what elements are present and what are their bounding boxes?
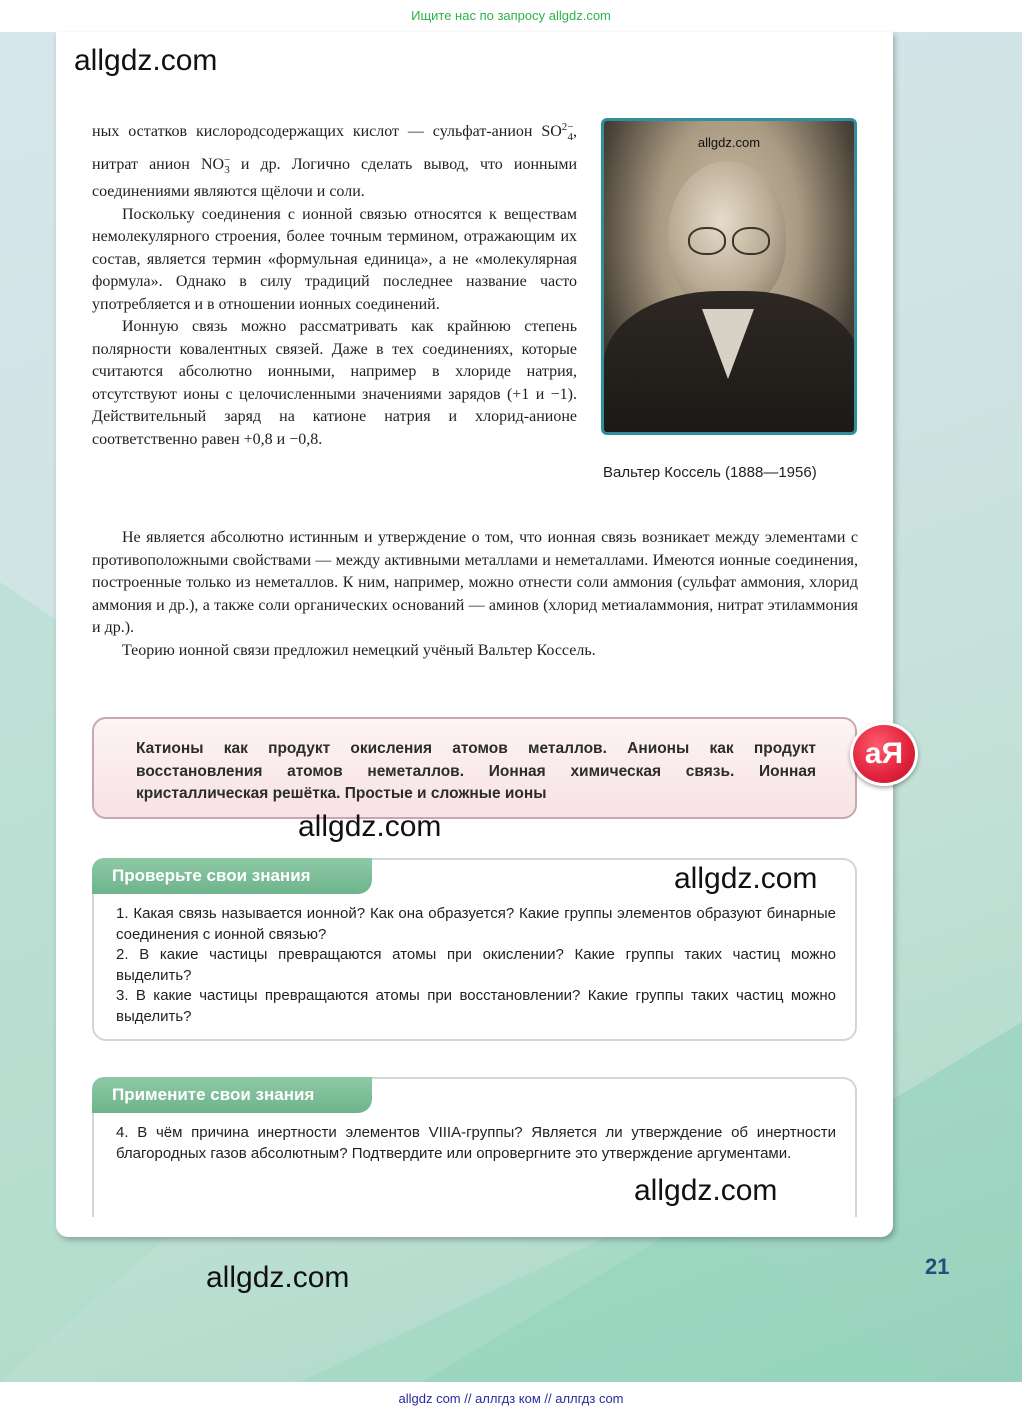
paragraph-3: Ионную связь можно рассматривать как крайнюю степень полярности ковалентных связей. Даже в тех соединениях, которые считаются абсолютно ионными, например в хлориде натрия, отсутствуют ионы с целочисленными значениями зарядов (+1 и −1). Действительный заряд на катионе натрия и хлорид-анионе соответственно равен +0,8 и −0,8. [92, 318, 577, 448]
question-3: 3. В какие частицы превращаются атомы при восстановлении? Какие группы таких частиц можно выделить? [116, 987, 836, 1025]
question-2: 2. В какие частицы превращаются атомы при окислении? Какие группы таких частиц можно выделить? [116, 946, 836, 984]
watermark-bottom-left: allgdz.com [206, 1261, 350, 1294]
apply-knowledge-questions [116, 1123, 836, 1164]
key-concepts-text: Катионы как продукт окисления атомов металлов. Анионы как продукт восстановления атомов неметаллов. Ионная химическая связь. Ионная кристаллическая решётка. Простые и сложные ионы [136, 740, 816, 802]
page-number: 21 [925, 1254, 950, 1279]
question-4: 4. В чём причина инертности элементов VIIIA-группы? Является ли утверждение об инертности благородных газов абсолютным? Подтвердите или опровергните это утверждение аргументами. [116, 1124, 836, 1162]
watermark-mid-left: allgdz.com [298, 810, 442, 843]
portrait-photo [601, 118, 857, 435]
portrait-collar [702, 309, 754, 379]
question-1: 1. Какая связь называется ионной? Как она образуется? Какие группы элементов образуют бинарные соединения с ионной связью? [116, 905, 836, 943]
glasses-lens [732, 227, 770, 255]
paragraph-4: Не является абсолютно истинным и утверждение о том, что ионная связь возникает между элементами с противоположными свойствами — между активными металлами и неметаллами. Имеются ионные соединения, построенные только из неметаллов. К ним, например, можно отнести соли аммония (сульфат аммония, хлорид аммония и др.), а также соли органических оснований — аминов (хлорид метиаламмония, нитрат этиламмония и др.). [92, 529, 858, 636]
photo-caption: Вальтер Коссель (1888—1956) [603, 464, 817, 481]
check-knowledge-title: Проверьте свои знания [92, 858, 372, 894]
apply-knowledge-title: Примените свои знания [92, 1077, 372, 1113]
watermark-photo: allgdz.com [697, 135, 761, 150]
ay-badge-icon: аЯ [850, 722, 918, 786]
footer-links[interactable]: allgdz com // аллгдз ком // аллгдз com [0, 1382, 1022, 1415]
top-banner[interactable]: Ищите нас по запросу allgdz.com [0, 0, 1022, 32]
paragraph-2: Поскольку соединения с ионной связью относятся к веществам немолекулярного строения, более точным термином, отражающим их состав, является термин «формульная единица», а не «молекулярная формула». Однако в силу традиций последнее название часто употребляется и в отношении ионных соединений. [92, 205, 577, 313]
paragraph-1: ных остатков кислородсодержащих кислот — сульфат-анион $SO^{2-}_4$, нитрат анион $NO^-_3$ и др. Логично сделать вывод, что ионными соединениями являются щёлочи и соли. [92, 121, 578, 200]
watermark-lower-right: allgdz.com [634, 1174, 778, 1207]
watermark-top-left: allgdz.com [74, 44, 218, 77]
watermark-mid-right: allgdz.com [674, 862, 818, 895]
paragraph-5: Теорию ионной связи предложил немецкий учёный Вальтер Коссель. [122, 641, 596, 659]
check-knowledge-questions [116, 904, 836, 1027]
text-full-width [92, 527, 858, 662]
glasses-lens [688, 227, 726, 255]
key-concepts-box [92, 717, 857, 819]
text-column [92, 116, 577, 451]
